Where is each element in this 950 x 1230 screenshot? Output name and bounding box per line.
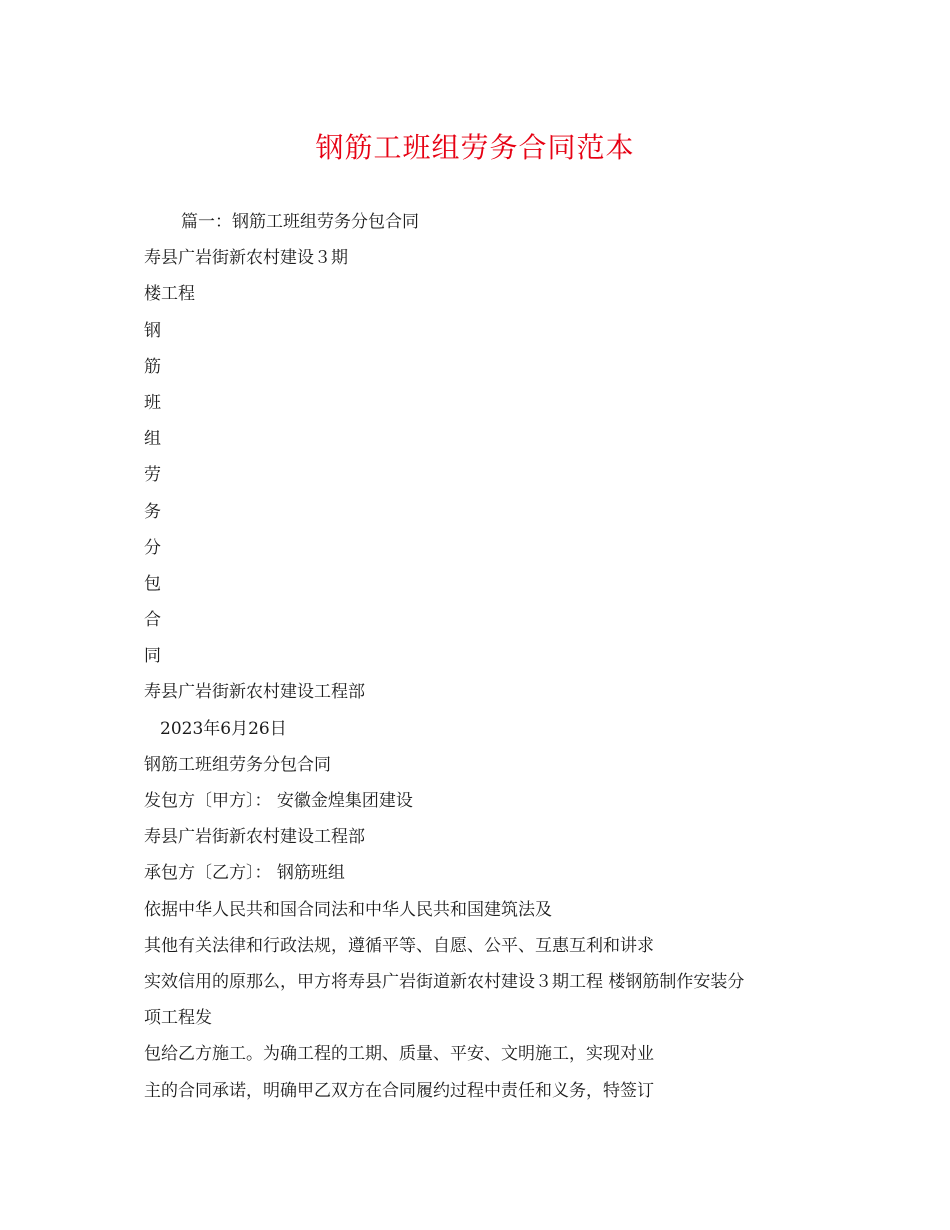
body-line: 合	[144, 610, 161, 631]
body-line: 包	[144, 573, 161, 594]
body-line: 筋	[144, 356, 161, 377]
party-b-line: 承包方〔乙方〕： 钢筋班组	[144, 863, 345, 884]
section-heading: 篇一：钢筋工班组劳务分包合同	[181, 212, 419, 232]
body-line: 分	[144, 537, 161, 558]
body-line: 依据中华人民共和国合同法和中华人民共和国建筑法及	[144, 899, 552, 920]
document-body	[144, 204, 844, 1109]
body-line: 其他有关法律和行政法规，遵循平等、自愿、公平、互惠互利和讲求	[144, 935, 654, 956]
body-line: 务	[144, 501, 161, 522]
body-line: 主的合同承诺，明确甲乙双方在合同履约过程中责任和义务，特签订	[144, 1080, 654, 1101]
body-line: 钢	[144, 320, 161, 341]
body-line: 钢筋工班组劳务分包合同	[144, 754, 331, 775]
body-line: 寿县广岩街新农村建设３期	[144, 248, 348, 269]
body-line: 包给乙方施工。为确工程的工期、质量、平安、文明施工，实现对业	[144, 1044, 654, 1065]
body-line: 楼工程	[144, 284, 195, 305]
body-line: 实效信用的原那么，甲方将寿县广岩街道新农村建设３期工程 楼钢筋制作安装分	[144, 971, 745, 992]
body-line: 寿县广岩街新农村建设工程部	[144, 827, 365, 848]
body-line: 劳	[144, 465, 161, 486]
body-line: 项工程发	[144, 1008, 212, 1029]
document-title: 钢筋工班组劳务合同范本	[315, 131, 635, 164]
body-line: 班	[144, 392, 161, 413]
body-line: 同	[144, 646, 161, 667]
body-line: 寿县广岩街新农村建设工程部	[144, 682, 365, 703]
date-line: 2023年6月26日	[160, 718, 287, 739]
body-line: 组	[144, 429, 161, 450]
party-a-line: 发包方〔甲方〕： 安徽金煌集团建设	[144, 791, 413, 811]
